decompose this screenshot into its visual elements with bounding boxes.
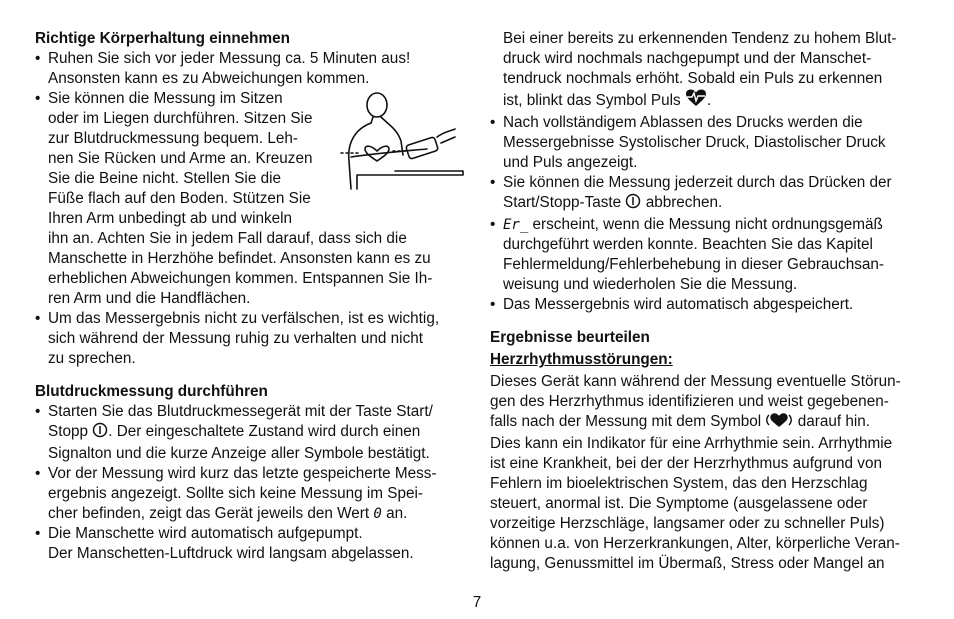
result-list: [490, 113, 922, 315]
text-line: darauf hin.: [797, 413, 871, 430]
text-line: Sie die Beine nicht. Stellen Sie die: [48, 170, 282, 187]
text-line: gen des Herzrhythmus identifizieren und weist gegebenen-: [490, 393, 889, 410]
text-line: ren Arm und die Handflächen.: [48, 290, 251, 307]
text-line: tendruck nochmals erhöht. Sobald ein Puls zu erkennen: [503, 70, 883, 87]
list-item: [35, 49, 467, 89]
text-line: ist, blinkt das Symbol Puls: [503, 92, 681, 109]
continuation-paragraph: [490, 29, 922, 113]
text-line: Dieses Gerät kann während der Messung eventuelle Störun-: [490, 373, 901, 390]
posture-list: [35, 49, 467, 369]
text-line: nen Sie Rücken und Arme an. Kreuzen: [48, 150, 313, 167]
text-line: Vor der Messung wird kurz das letzte gespeicherte Mess-: [48, 465, 437, 482]
text-line: und Puls angezeigt.: [503, 154, 638, 171]
text-line: Messergebnisse Systolischer Druck, Diastolischer Druck: [503, 134, 886, 151]
text-line: Sie können die Messung im Sitzen: [48, 90, 283, 107]
text-line: Starten Sie das Blutdruckmessegerät mit der Taste Start/: [48, 403, 433, 420]
page-number: 7: [472, 594, 482, 611]
list-item: [490, 295, 922, 315]
heading-posture: Richtige Körperhaltung einnehmen: [35, 30, 290, 47]
text-line: Ihren Arm unbedingt ab und winkeln: [48, 210, 293, 227]
list-item: [35, 309, 467, 369]
pulse-heart-icon: [685, 89, 707, 113]
text-line: Der Manschetten-Luftdruck wird langsam abgelassen.: [48, 545, 414, 562]
list-item: [35, 402, 467, 464]
text-line: Um das Messergebnis nicht zu verfälschen, ist es wichtig,: [48, 310, 440, 327]
text-line: ihn an. Achten Sie in jedem Fall darauf, dass sich die: [48, 230, 407, 247]
text-line: falls nach der Messung mit dem Symbol: [490, 413, 762, 430]
text-line: erheblichen Abweichungen kommen. Entspannen Sie Ih-: [48, 270, 433, 287]
text-line: . Der eingeschaltete Zustand wird durch einen: [108, 423, 421, 440]
arrhythmia-icon: [765, 412, 793, 434]
text-line: lagung, Genussmittel im Übermaß, Stress oder Mangel an: [490, 555, 885, 572]
text-line: Start/Stopp-Taste: [503, 194, 622, 211]
text-line: cher befinden, zeigt das Gerät jeweils den Wert: [48, 505, 370, 522]
list-item: [490, 215, 922, 295]
text-line: Bei einer bereits zu erkennenden Tendenz zu hohem Blut-: [503, 30, 897, 47]
text-line: Ruhen Sie sich vor jeder Messung ca. 5 Minuten aus!: [48, 50, 411, 67]
power-icon: [625, 193, 641, 215]
list-item: [490, 173, 922, 215]
text-line: Die Manschette wird automatisch aufgepumpt.: [48, 525, 363, 542]
text-line: vorzeitige Herzschläge, langsamer oder zu schneller Puls): [490, 515, 885, 532]
text-line: weisung und wiederholen Sie die Messung.: [503, 276, 798, 293]
text-line: druck wird nochmals nachgepumpt und der Manschet-: [503, 50, 872, 67]
error-code-display: Er_: [503, 217, 529, 233]
text-line: sich während der Messung ruhig zu verhalten und nicht: [48, 330, 423, 347]
segment-zero-display: 0: [373, 506, 382, 522]
heading-measurement: Blutdruckmessung durchführen: [35, 383, 268, 400]
text-line: Stopp: [48, 423, 88, 440]
text-line: zu sprechen.: [48, 350, 136, 367]
right-column: [490, 29, 922, 574]
text-line: erscheint, wenn die Messung nicht ordnungsgemäß: [532, 216, 883, 233]
text-line: abbrechen.: [645, 194, 723, 211]
text-line: Signalton und die kurze Anzeige aller Symbole bestätigt.: [48, 445, 430, 462]
heading-arrhythmia: Herzrhythmusstörungen:: [490, 351, 673, 368]
power-icon: [92, 422, 108, 444]
text-line: Manschette in Herzhöhe befindet. Ansonsten kann es zu: [48, 250, 431, 267]
text-line: oder im Liegen durchführen. Sitzen Sie: [48, 110, 313, 127]
text-line: Füße flach auf den Boden. Stützen Sie: [48, 190, 311, 207]
text-line: Nach vollständigem Ablassen des Drucks werden die: [503, 114, 863, 131]
list-item: [35, 89, 467, 309]
text-line: ergebnis angezeigt. Sollte sich keine Messung im Spei-: [48, 485, 423, 502]
text-line: Das Messergebnis wird automatisch abgespeichert.: [503, 296, 854, 313]
text-line: können u.a. von Herzerkrankungen, Alter, körperliche Veran-: [490, 535, 900, 552]
list-item: [35, 524, 467, 564]
left-column: [35, 29, 467, 564]
text-line: Dies kann ein Indikator für eine Arrhythmie sein. Arrhythmie: [490, 435, 893, 452]
text-line: zur Blutdruckmessung bequem. Leh-: [48, 130, 298, 147]
text-line: an.: [386, 505, 408, 522]
text-line: Sie können die Messung jederzeit durch das Drücken der: [503, 174, 892, 191]
heading-results: Ergebnisse beurteilen: [490, 329, 650, 346]
text-line: Fehlermeldung/Fehlerbehebung in dieser Gebrauchsan-: [503, 256, 884, 273]
text-line: ist eine Krankheit, bei der der Herzrhythmus aufgrund von: [490, 455, 882, 472]
text-line: Ansonsten kann es zu Abweichungen kommen.: [48, 70, 370, 87]
text-line: .: [706, 92, 712, 109]
measurement-list: [35, 402, 467, 564]
list-item: [490, 113, 922, 173]
seated-posture-illustration: [337, 91, 467, 197]
list-item: [35, 464, 467, 524]
text-line: steuert, anormal ist. Die Symptome (ausgelassene oder: [490, 495, 868, 512]
text-line: durchgeführt werden konnte. Beachten Sie das Kapitel: [503, 236, 873, 253]
arrhythmia-paragraph: [490, 372, 922, 574]
text-line: Fehlern im bioelektrischen System, das den Herzschlag: [490, 475, 868, 492]
